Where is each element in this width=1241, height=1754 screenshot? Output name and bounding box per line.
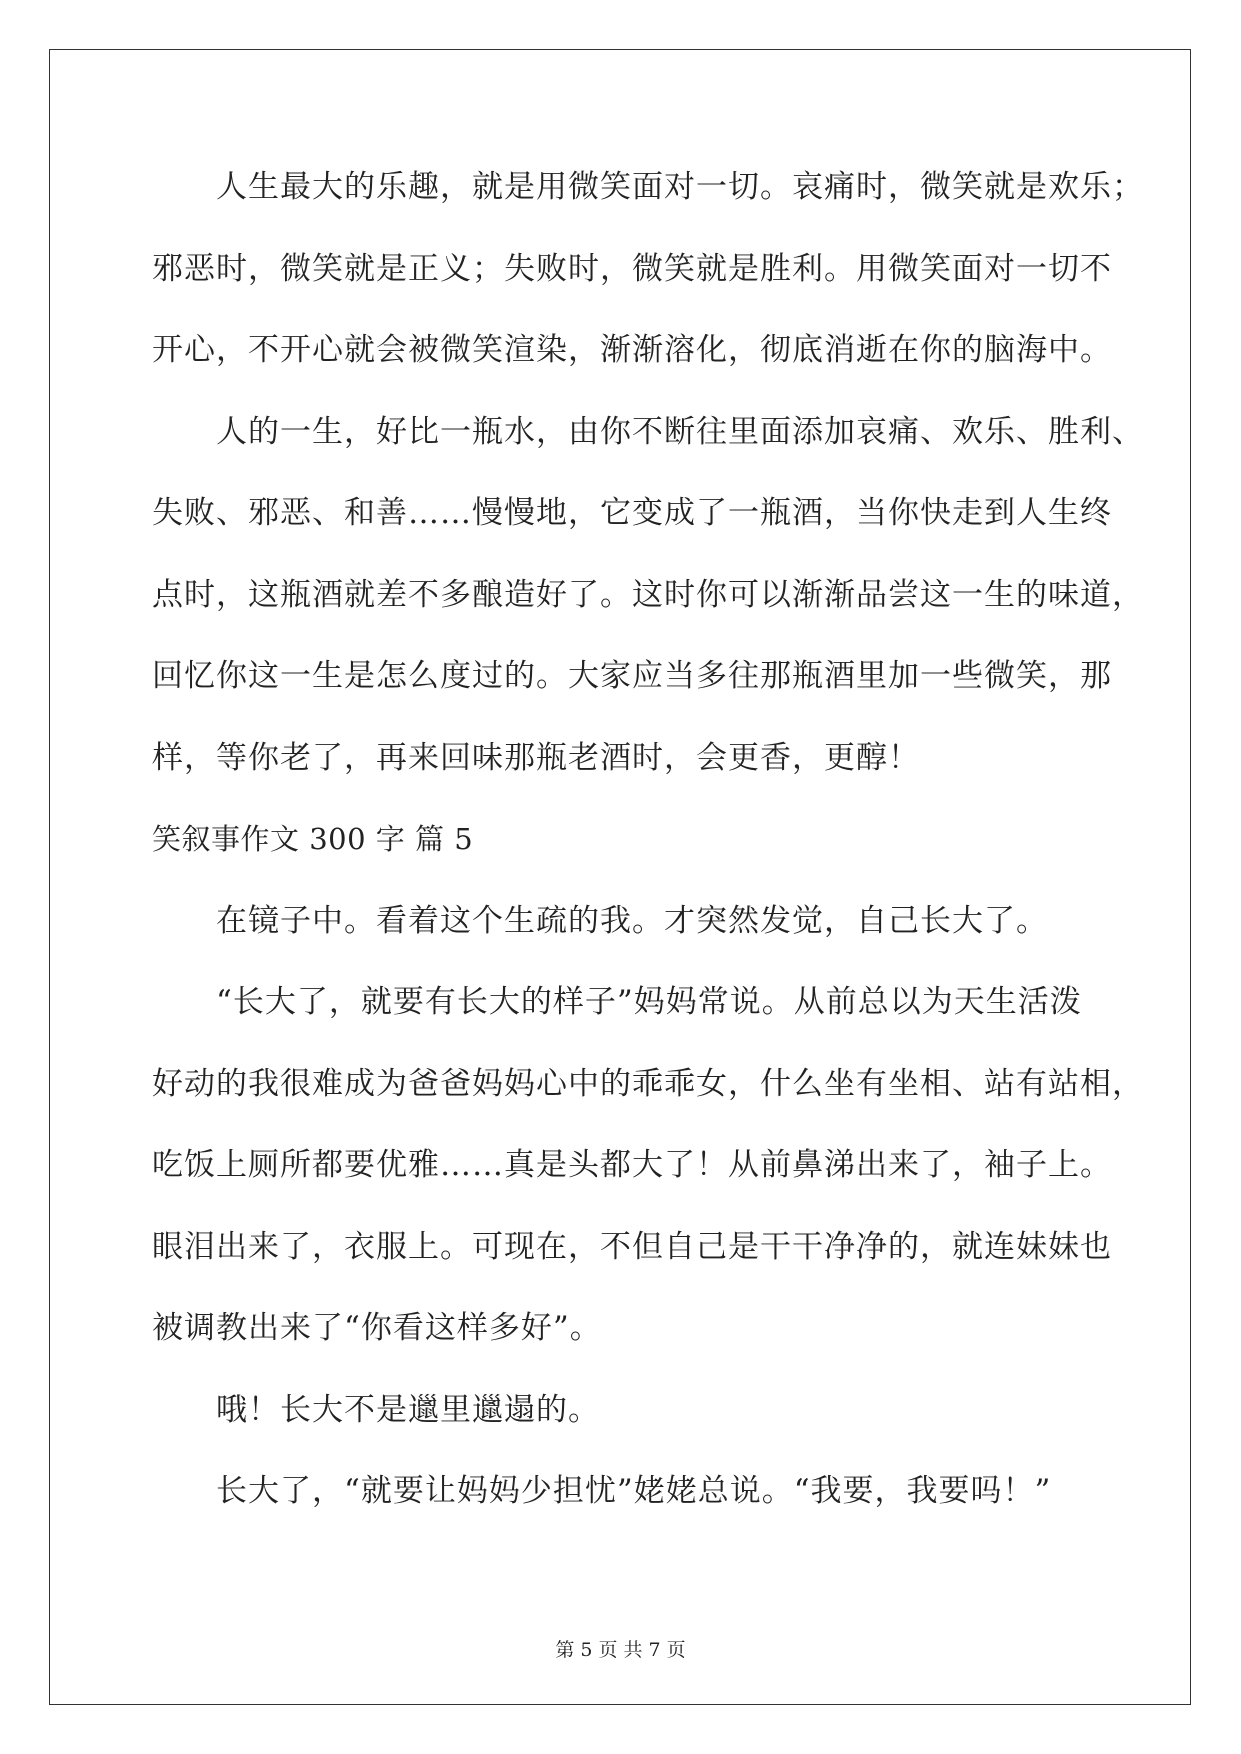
text-line: 样，等你老了，再来回味那瓶老酒时，会更香，更醇！ <box>152 739 920 776</box>
text-line: 眼泪出来了，衣服上。可现在，不但自己是干干净净的，就连妹妹也 <box>152 1228 1112 1265</box>
text-line: 人生最大的乐趣，就是用微笑面对一切。哀痛时，微笑就是欢乐； <box>216 169 1144 205</box>
text-line: 在镜子中。看着这个生疏的我。才突然发觉，自己长大了。 <box>216 902 1048 939</box>
text-line: 邪恶时，微笑就是正义；失败时，微笑就是胜利。用微笑面对一切不 <box>152 250 1112 287</box>
text-line: 被调教出来了“你看这样多好”。 <box>152 1310 602 1346</box>
text-line: 回忆你这一生是怎么度过的。大家应当多往那瓶酒里加一些微笑，那 <box>152 658 1112 694</box>
text-line: 失败、邪恶、和善……慢慢地，它变成了一瓶酒，当你快走到人生终 <box>152 495 1112 531</box>
section-heading: 笑叙事作文 300 字 篇 5 <box>152 822 474 856</box>
text-line: 长大了，“就要让妈妈少担忧”姥姥总说。“我要，我要吗！” <box>216 1473 1052 1509</box>
text-line: 开心，不开心就会被微笑渲染，渐渐溶化，彻底消逝在你的脑海中。 <box>152 332 1112 368</box>
page-number: 第 5 页 共 7 页 <box>555 1639 686 1661</box>
text-line: 哦！长大不是邋里邋遢的。 <box>216 1391 600 1428</box>
text-line: 好动的我很难成为爸爸妈妈心中的乖乖女，什么坐有坐相、站有站相， <box>152 1065 1144 1102</box>
text-line: 吃饭上厕所都要优雅……真是头都大了！从前鼻涕出来了，袖子上。 <box>152 1147 1112 1183</box>
text-line: “长大了，就要有长大的样子”妈妈常说。从前总以为天生活泼 <box>216 984 1082 1020</box>
document-body <box>152 147 1144 1533</box>
text-line: 人的一生，好比一瓶水，由你不断往里面添加哀痛、欢乐、胜利、 <box>216 413 1144 450</box>
text-line: 点时，这瓶酒就差不多酿造好了。这时你可以渐渐品尝这一生的味道， <box>152 576 1144 613</box>
